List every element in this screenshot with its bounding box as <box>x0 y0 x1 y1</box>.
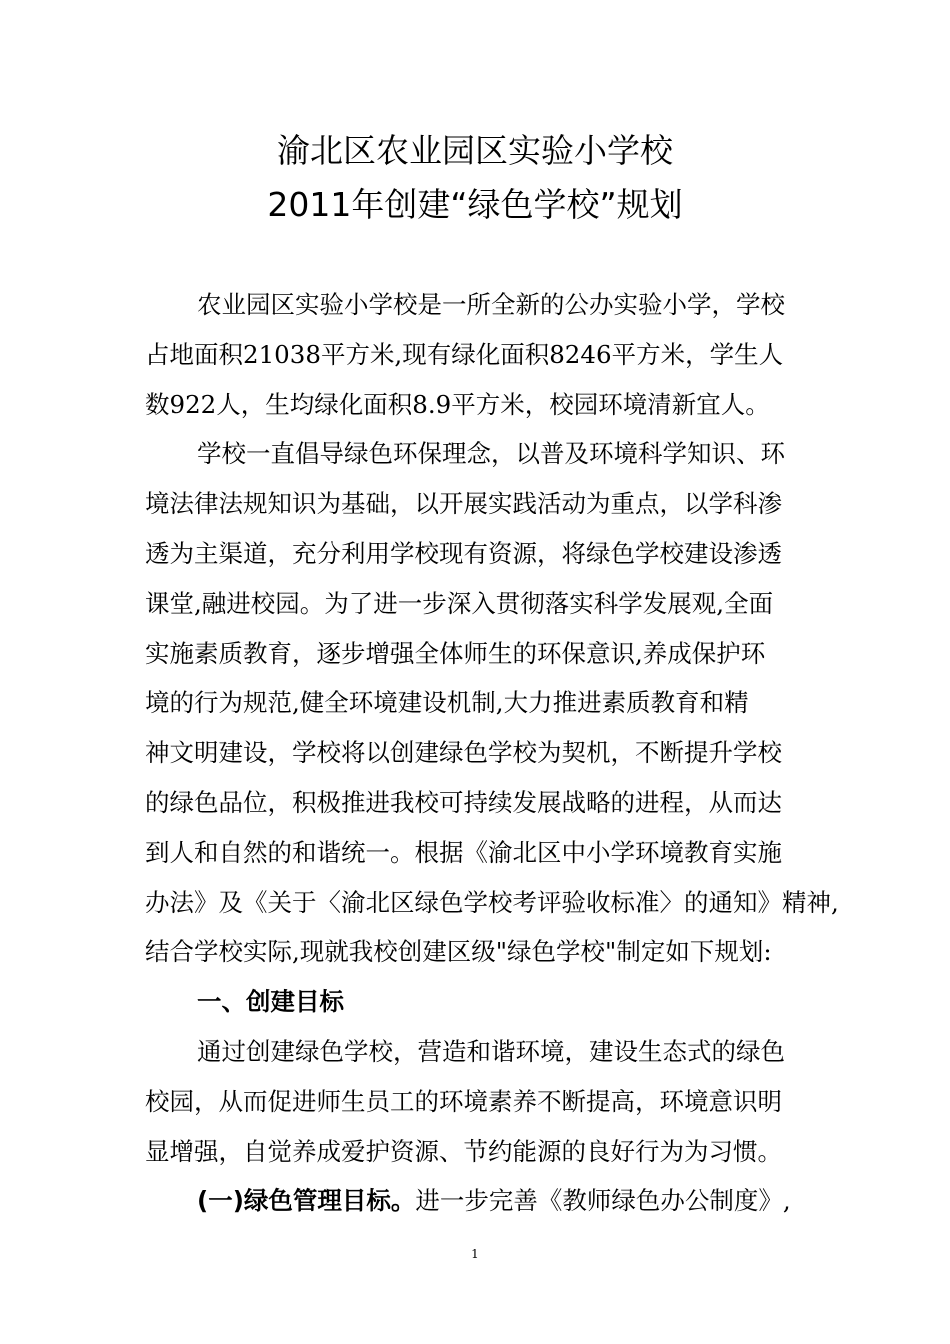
paragraph-line: 神文明建设，学校将以创建绿色学校为契机，不断提升学校 <box>145 738 782 768</box>
paragraph-line: 办法》及《关于〈渝北区绿色学校考评验收标准〉的通知》精神, <box>145 887 839 917</box>
paragraph-line: 占地面积21038平方米,现有绿化面积8246平方米，学生人 <box>145 339 784 369</box>
paragraph-line <box>145 1176 805 1226</box>
paragraph-line: 课堂,融进校园。为了进一步深入贯彻落实科学发展观,全面 <box>145 588 774 618</box>
title-line-1: 渝北区农业园区实验小学校 <box>277 131 673 170</box>
paragraph-line: 学校一直倡导绿色环保理念，以普及环境科学知识、环 <box>197 439 785 469</box>
paragraph-line: 农业园区实验小学校是一所全新的公办实验小学，学校 <box>197 290 785 319</box>
paragraph-line: 数922人，生均绿化面积8.9平方米，校园环境清新宜人。 <box>145 389 770 419</box>
paragraph-line: 到人和自然的和谐统一。根据《渝北区中小学环境教育实施 <box>145 837 782 867</box>
document-title <box>0 124 950 232</box>
paragraph-line: 透为主渠道，充分利用学校现有资源，将绿色学校建设渗透 <box>145 538 782 568</box>
paragraph-line: 境法律法规知识为基础，以开展实践活动为重点，以学科渗 <box>145 489 782 519</box>
paragraph-line: 实施素质教育，逐步增强全体师生的环保意识,养成保护环 <box>145 638 766 668</box>
paragraph-line: 结合学校实际,现就我校创建区级"绿色学校"制定如下规划: <box>145 937 772 967</box>
title-line-2: 2011年创建“绿色学校”规划 <box>267 185 683 224</box>
paragraph-line: 校园，从而促进师生员工的环境素养不断提高，环境意识明 <box>145 1086 782 1116</box>
paragraph-text: 进一步完善《教师绿色办公制度》, <box>415 1186 791 1216</box>
page-number: 1 <box>471 1247 479 1261</box>
paragraph-line: 境的行为规范,健全环境建设机制,大力推进素质教育和精 <box>145 688 749 718</box>
document-body <box>145 280 839 1226</box>
subsection-heading: (一)绿色管理目标。 <box>197 1186 416 1216</box>
paragraph-line: 的绿色品位，积极推进我校可持续发展战略的进程，从而达 <box>145 787 782 817</box>
section-heading: 一、创建目标 <box>197 987 344 1017</box>
paragraph-line: 显增强，自觉养成爱护资源、节约能源的良好行为为习惯。 <box>145 1136 782 1166</box>
paragraph-line: 通过创建绿色学校，营造和谐环境，建设生态式的绿色 <box>197 1036 785 1066</box>
